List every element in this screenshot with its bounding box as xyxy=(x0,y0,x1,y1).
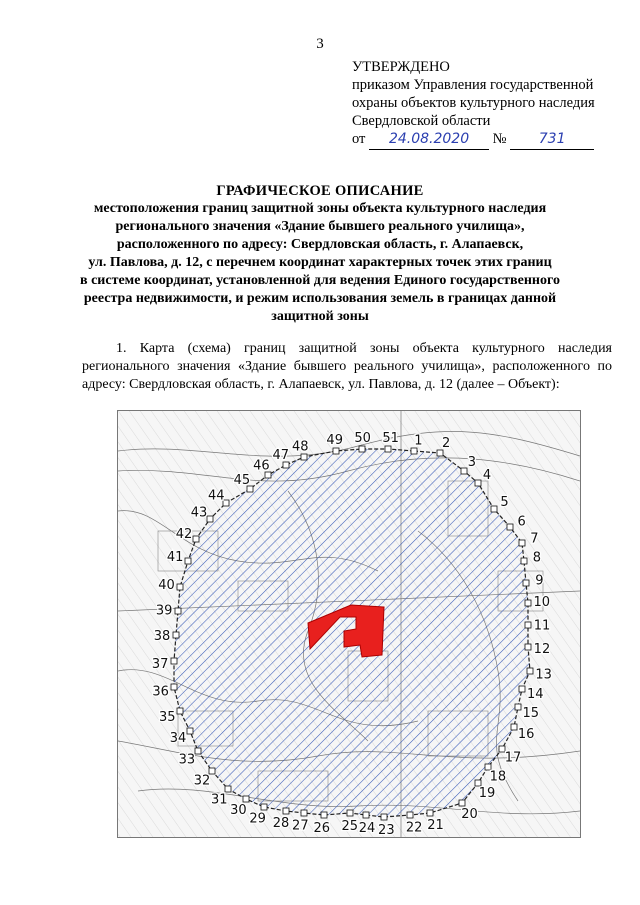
document-title xyxy=(60,182,580,326)
boundary-point-marker xyxy=(193,536,199,542)
title-line: в системе координат, установленной для ведения Единого государственного xyxy=(80,273,560,288)
approval-line-1: приказом Управления государственной xyxy=(352,77,594,93)
paragraph-text: Карта (схема) границ защитной зоны объекта культурного наследия регионального значения «Здание бывшего реального училища», расположенного по адресу: Свердловская область, г. Алапаевск, ул. Павлова, д. 12 (далее – Объект): xyxy=(82,341,612,392)
boundary-point-marker xyxy=(525,622,531,628)
boundary-point-label: 46 xyxy=(253,458,270,474)
boundary-point-marker xyxy=(363,812,369,818)
paragraph-body xyxy=(82,340,612,394)
boundary-point-label: 2 xyxy=(441,436,451,452)
boundary-point-label: 19 xyxy=(478,786,496,802)
boundary-point-label: 36 xyxy=(152,684,169,700)
boundary-map xyxy=(117,410,581,838)
boundary-point-marker xyxy=(519,540,525,546)
number-field xyxy=(510,130,594,150)
boundary-point-label: 43 xyxy=(190,505,208,521)
boundary-point-marker xyxy=(491,506,497,512)
boundary-point-marker xyxy=(225,786,231,792)
title-line: ул. Павлова, д. 12, с перечнем координат характерных точек этих границ xyxy=(88,255,552,270)
boundary-point-marker xyxy=(411,448,417,454)
boundary-point-label: 39 xyxy=(155,603,173,619)
approval-heading: УТВЕРЖДЕНО xyxy=(352,59,450,75)
boundary-point-label: 18 xyxy=(489,769,507,785)
boundary-point-label: 1 xyxy=(414,433,423,449)
number-label: № xyxy=(492,131,507,147)
boundary-point-label: 38 xyxy=(153,629,171,645)
title-line: реестра недвижимости, и режим использования земель в границах данной xyxy=(83,291,557,306)
boundary-point-marker xyxy=(173,632,179,638)
boundary-point-label: 45 xyxy=(233,473,251,489)
boundary-point-marker xyxy=(475,480,481,486)
boundary-point-label: 9 xyxy=(535,573,544,589)
boundary-point-marker xyxy=(283,462,289,468)
boundary-point-marker xyxy=(521,558,527,564)
boundary-point-marker xyxy=(507,524,513,530)
boundary-point-marker xyxy=(171,684,177,690)
boundary-point-label: 17 xyxy=(504,750,522,766)
boundary-point-marker xyxy=(207,516,213,522)
title-line: местоположения границ защитной зоны объекта культурного наследия xyxy=(93,201,547,216)
boundary-point-label: 50 xyxy=(354,431,371,447)
title-line: защитной зоны xyxy=(271,309,369,324)
paragraph-number: 1. xyxy=(116,341,127,356)
boundary-point-label: 35 xyxy=(158,709,176,725)
boundary-point-label: 49 xyxy=(326,433,343,449)
map-canvas xyxy=(118,411,580,837)
boundary-point-label: 16 xyxy=(517,727,535,743)
boundary-point-marker xyxy=(381,814,387,820)
boundary-point-marker xyxy=(511,724,517,730)
title-line: расположенного по адресу: Свердловская область, г. Алапаевск, xyxy=(116,237,524,252)
boundary-point-label: 48 xyxy=(291,439,309,455)
boundary-point-label: 10 xyxy=(533,594,551,610)
boundary-point-label: 20 xyxy=(461,807,478,823)
boundary-point-label: 47 xyxy=(272,447,290,463)
boundary-point-label: 42 xyxy=(175,526,193,542)
title-line: регионального значения «Здание бывшего реального училища», xyxy=(115,219,525,234)
from-label: от xyxy=(352,131,366,147)
approval-line-3: Свердловской области xyxy=(352,113,491,129)
boundary-point-marker xyxy=(187,728,193,734)
boundary-point-label: 7 xyxy=(530,531,539,547)
boundary-point-label: 41 xyxy=(166,550,184,566)
paragraph-1 xyxy=(82,340,612,394)
boundary-point-label: 34 xyxy=(169,731,187,747)
boundary-point-label: 21 xyxy=(427,818,444,834)
boundary-point-marker xyxy=(175,608,181,614)
boundary-point-label: 14 xyxy=(527,686,544,702)
boundary-point-marker xyxy=(301,454,307,460)
approval-date-row xyxy=(352,130,595,150)
boundary-point-marker xyxy=(525,644,531,650)
boundary-point-label: 26 xyxy=(313,820,331,836)
boundary-point-label: 44 xyxy=(207,488,225,504)
boundary-point-label: 25 xyxy=(341,818,359,834)
boundary-point-label: 32 xyxy=(193,773,211,789)
boundary-point-marker xyxy=(525,600,531,606)
boundary-point-label: 33 xyxy=(178,752,196,768)
boundary-point-label: 27 xyxy=(292,818,309,834)
boundary-point-label: 13 xyxy=(535,667,552,683)
boundary-point-label: 28 xyxy=(272,816,290,832)
boundary-point-label: 22 xyxy=(405,820,423,836)
boundary-point-label: 15 xyxy=(522,705,540,721)
boundary-point-marker xyxy=(321,812,327,818)
boundary-point-marker xyxy=(523,580,529,586)
boundary-point-label: 4 xyxy=(482,467,492,483)
boundary-point-marker xyxy=(461,468,467,474)
boundary-point-marker xyxy=(261,804,267,810)
boundary-point-label: 40 xyxy=(158,577,175,593)
boundary-point-marker xyxy=(459,800,465,806)
boundary-point-label: 24 xyxy=(358,820,376,836)
number-value: 731 xyxy=(538,131,566,147)
boundary-point-label: 5 xyxy=(500,495,509,511)
boundary-point-marker xyxy=(195,748,201,754)
boundary-point-label: 23 xyxy=(378,822,395,837)
boundary-point-marker xyxy=(185,558,191,564)
boundary-point-label: 11 xyxy=(533,618,551,634)
boundary-point-marker xyxy=(347,810,353,816)
boundary-point-marker xyxy=(385,446,391,452)
boundary-point-marker xyxy=(243,796,249,802)
boundary-point-marker xyxy=(515,704,521,710)
boundary-point-marker xyxy=(177,584,183,590)
approval-line-2: охраны объектов культурного наследия xyxy=(352,95,595,111)
date-value: 24.08.2020 xyxy=(388,131,470,147)
boundary-point-marker xyxy=(177,708,183,714)
approval-block xyxy=(352,58,595,150)
boundary-point-marker xyxy=(301,810,307,816)
boundary-point-label: 29 xyxy=(249,811,266,827)
boundary-point-label: 12 xyxy=(533,641,551,657)
boundary-point-marker xyxy=(359,446,365,452)
boundary-point-label: 8 xyxy=(532,550,542,566)
boundary-point-label: 51 xyxy=(382,431,399,447)
boundary-point-marker xyxy=(171,658,177,664)
boundary-point-marker xyxy=(527,668,533,674)
boundary-point-label: 3 xyxy=(467,455,477,471)
boundary-point-label: 37 xyxy=(151,656,169,672)
page-number: 3 xyxy=(316,36,324,52)
boundary-point-marker xyxy=(333,448,339,454)
title-heading: ГРАФИЧЕСКОЕ ОПИСАНИЕ xyxy=(216,183,424,199)
boundary-point-label: 30 xyxy=(230,803,247,819)
boundary-point-marker xyxy=(283,808,289,814)
date-field xyxy=(369,130,489,150)
boundary-point-label: 6 xyxy=(517,514,526,530)
boundary-point-marker xyxy=(475,780,481,786)
boundary-point-marker xyxy=(519,686,525,692)
boundary-point-marker xyxy=(427,810,433,816)
boundary-point-marker xyxy=(407,812,413,818)
boundary-point-label: 31 xyxy=(210,792,228,808)
